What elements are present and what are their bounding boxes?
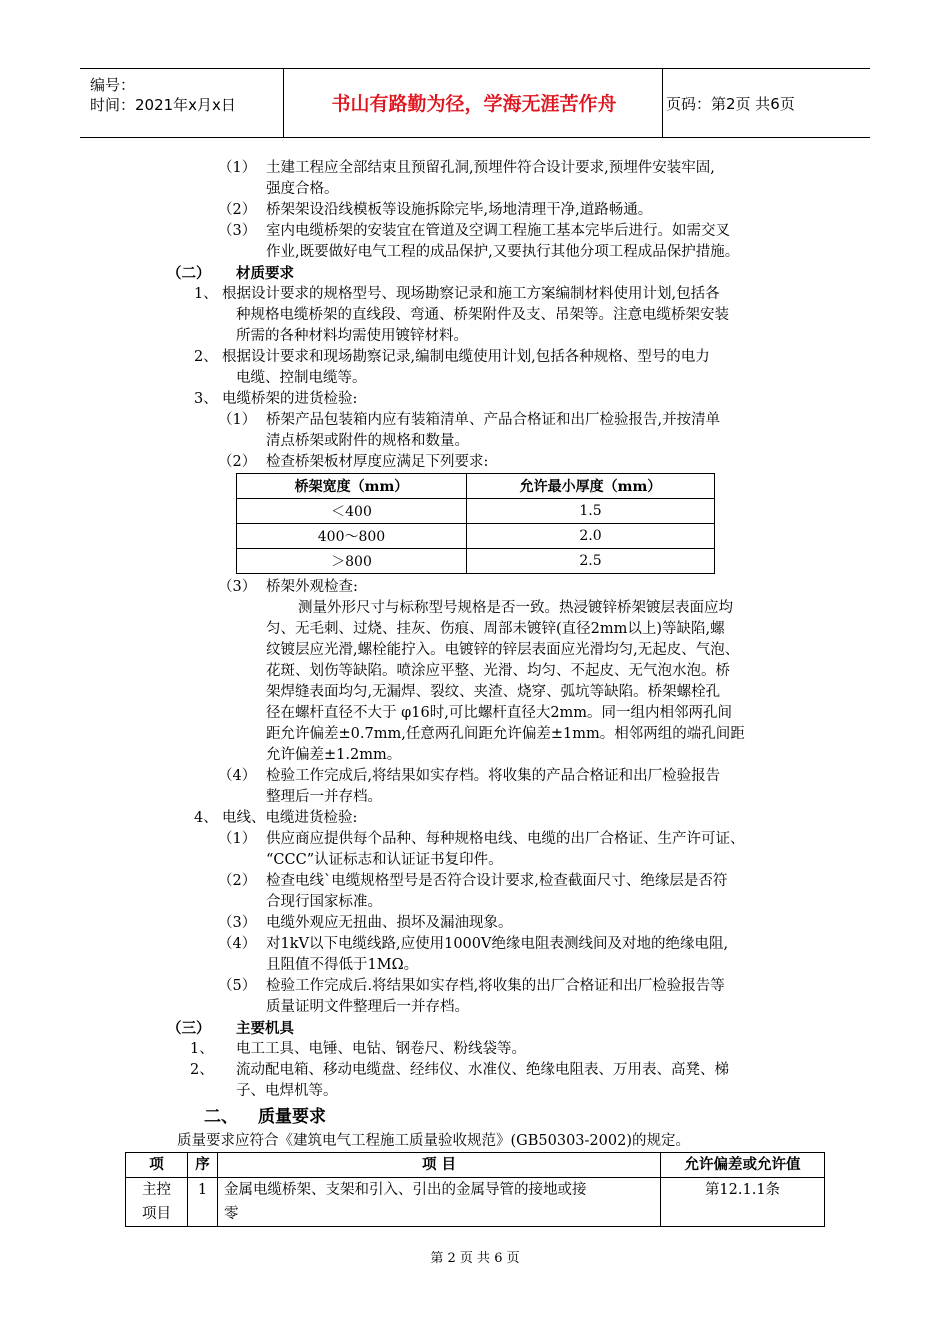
paragraph-line: 检验工作完成后.将结果如实存档,将收集的出厂合格证和出厂检验报告等 <box>266 978 725 994</box>
paragraph-line: 测量外形尺寸与标称型号规格是否一致。热浸镀锌桥架镀层表面应均 <box>298 600 733 616</box>
table-cell-text: 主控 <box>142 1182 171 1198</box>
paragraph-line: 土建工程应全部结束且预留孔洞,预埋件符合设计要求,预埋件安装牢固, <box>266 160 715 176</box>
table-header-cell: 项 目 <box>218 1153 661 1178</box>
list-number: 2、 <box>194 349 218 365</box>
paragraph-line: 检查电线`电缆规格型号是否符合设计要求,检查截面尺寸、绝缘层是否符 <box>266 873 728 889</box>
header-slogan: 书山有路勤为径，学海无涯苦作舟 <box>331 93 617 115</box>
table-header-cell: 桥架宽度（mm） <box>237 474 467 499</box>
header-meta <box>90 75 236 115</box>
table-row <box>126 1178 825 1227</box>
section-heading: 主要机具 <box>236 1020 294 1037</box>
list-number: 3、 <box>194 391 218 407</box>
paragraph-line: 所需的各种材料均需使用镀锌材料。 <box>236 328 468 344</box>
paragraph-line: 桥架架设沿线模板等设施拆除完毕,场地清理干净,道路畅通。 <box>266 202 653 218</box>
paragraph-line: 检验工作完成后,将结果如实存档。将收集的产品合格证和出厂检验报告 <box>266 768 721 784</box>
paragraph-line: 桥架产品包装箱内应有装箱清单、产品合格证和出厂检验报告,并按清单 <box>266 412 721 428</box>
paragraph-line: 根据设计要求的规格型号、现场勘察记录和施工方案编制材料使用计划,包括各 <box>222 286 720 302</box>
list-number: （4） <box>218 768 257 784</box>
section-number: （三） <box>167 1020 211 1037</box>
paragraph-line: 电缆外观应无扭曲、损坏及漏油现象。 <box>266 915 513 931</box>
header-page-number: 页码：第2页 共6页 <box>666 95 795 113</box>
paragraph-line: 清点桥架或附件的规格和数量。 <box>266 433 469 449</box>
page-footer: 第 2 页 共 6 页 <box>430 1251 520 1266</box>
table-cell-text: 项目 <box>142 1206 171 1222</box>
paragraph-line: 流动配电箱、移动电缆盘、经纬仪、水准仪、绝缘电阻表、万用表、高凳、梯 <box>236 1062 729 1078</box>
paragraph-line: 质量要求应符合《建筑电气工程施工质量验收规范》(GB50303-2002)的规定。 <box>177 1133 690 1149</box>
section-number: （二） <box>167 265 211 282</box>
paragraph-line: 允许偏差±1.2mm。 <box>266 747 402 763</box>
table-cell: 2.0 <box>467 524 715 549</box>
table-row <box>237 549 715 574</box>
list-number: 1、 <box>194 286 218 302</box>
paragraph-line: 合现行国家标准。 <box>266 894 382 910</box>
table-header-cell: 允许偏差或允许值 <box>661 1153 825 1178</box>
list-number: （3） <box>218 915 257 931</box>
paragraph-line: 根据设计要求和现场勘察记录,编制电缆使用计划,包括各种规格、型号的电力 <box>222 349 710 365</box>
list-number: 4、 <box>194 810 218 826</box>
table-header-row <box>237 474 715 499</box>
paragraph-line: 电线、电缆进货检验: <box>222 810 358 826</box>
paragraph-line: 花斑、划伤等缺陷。喷涂应平整、光滑、均匀、不起皮、无气泡水泡。桥 <box>266 663 730 679</box>
paragraph-line: 质量证明文件整理后一并存档。 <box>266 999 469 1015</box>
paragraph-line: 电缆、控制电缆等。 <box>236 370 367 386</box>
section-heading: 材质要求 <box>236 265 294 282</box>
paragraph-line: 检查桥架板材厚度应满足下列要求: <box>266 454 489 470</box>
table-row <box>237 524 715 549</box>
table-cell-text: 零 <box>224 1206 239 1222</box>
table-cell <box>126 1178 188 1227</box>
paragraph-line: 电缆桥架的进货检验: <box>222 391 358 407</box>
paragraph-line: 纹镀层应光滑,螺栓能拧入。电镀锌的锌层表面应光滑均匀,无起皮、气泡、 <box>266 642 740 658</box>
chapter-heading: 质量要求 <box>258 1107 326 1127</box>
list-number: （3） <box>218 579 257 595</box>
table-header-row <box>126 1153 825 1178</box>
table-cell <box>218 1178 661 1227</box>
table-cell: ＞800 <box>237 549 467 574</box>
table-cell: 1.5 <box>467 499 715 524</box>
table-row <box>237 499 715 524</box>
list-number: （5） <box>218 978 257 994</box>
paragraph-line: 匀、无毛刺、过烧、挂灰、伤痕、周部未镀锌(直径2mm以上)等缺陷,螺 <box>266 621 725 637</box>
table-cell: 第12.1.1条 <box>661 1178 825 1227</box>
list-number: 2、 <box>190 1062 214 1078</box>
paragraph-line: 种规格电缆桥架的直线段、弯通、桥架附件及支、吊架等。注意电缆桥架安装 <box>236 307 729 323</box>
paragraph-line: 桥架外观检查: <box>266 579 358 595</box>
header-divider <box>283 69 284 137</box>
table-header-cell: 允许最小厚度（mm） <box>467 474 715 499</box>
paragraph-line: 整理后一并存档。 <box>266 789 382 805</box>
paragraph-line: 且阻值不得低于1MΩ。 <box>266 957 419 973</box>
table-cell-text: 金属电缆桥架、支架和引入、引出的金属导管的接地或接 <box>224 1182 587 1198</box>
list-number: （1） <box>218 412 257 428</box>
paragraph-line: 距允许偏差±0.7mm,任意两孔间距允许偏差±1mm。相邻两组的端孔间距 <box>266 726 745 742</box>
list-number: （1） <box>218 160 257 176</box>
page-header <box>80 68 870 138</box>
paragraph-line: 径在螺杆直径不大于 φ16时,可比螺杆直径大2mm。同一组内相邻两孔间 <box>266 705 733 721</box>
table-cell: 400～800 <box>237 524 467 549</box>
list-number: （2） <box>218 454 257 470</box>
thickness-table <box>236 473 715 574</box>
paragraph-line: “CCC”认证标志和认证证书复印件。 <box>266 852 503 868</box>
paragraph-line: 作业,既要做好电气工程的成品保护,又要执行其他分项工程成品保护措施。 <box>266 244 740 260</box>
list-number: （3） <box>218 223 257 239</box>
table-cell: ＜400 <box>237 499 467 524</box>
table-cell: 2.5 <box>467 549 715 574</box>
doc-number: 编号： <box>90 76 136 94</box>
list-number: （2） <box>218 873 257 889</box>
chapter-number: 二、 <box>204 1107 238 1127</box>
table-cell: 1 <box>188 1178 218 1227</box>
list-number: （1） <box>218 831 257 847</box>
paragraph-line: 对1kV以下电缆线路,应使用1000V绝缘电阻表测线间及对地的绝缘电阻, <box>266 936 729 952</box>
list-number: （4） <box>218 936 257 952</box>
list-number: （2） <box>218 202 257 218</box>
paragraph-line: 强度合格。 <box>266 181 339 197</box>
paragraph-line: 架焊缝表面均匀,无漏焊、裂纹、夹渣、烧穿、弧坑等缺陷。桥架螺栓孔 <box>266 684 721 700</box>
table-header-cell: 序 <box>188 1153 218 1178</box>
paragraph-line: 供应商应提供每个品种、每种规格电线、电缆的出厂合格证、生产许可证、 <box>266 831 745 847</box>
paragraph-line: 室内电缆桥架的安装宜在管道及空调工程施工基本完毕后进行。如需交叉 <box>266 223 730 239</box>
list-number: 1、 <box>190 1041 214 1057</box>
paragraph-line: 电工工具、电锤、电钻、钢卷尺、粉线袋等。 <box>236 1041 526 1057</box>
doc-time: 时间：2021年x月x日 <box>90 96 236 114</box>
table-header-cell: 项 <box>126 1153 188 1178</box>
quality-table <box>125 1152 825 1227</box>
paragraph-line: 子、电焊机等。 <box>236 1083 338 1099</box>
